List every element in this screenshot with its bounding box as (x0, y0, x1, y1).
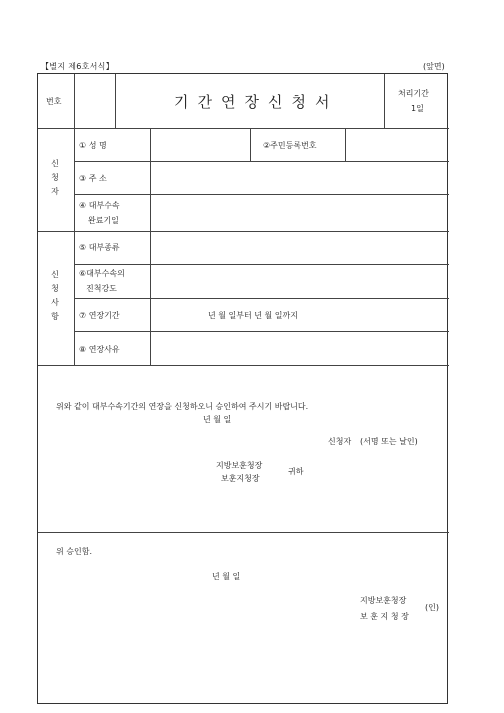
processing-period-label: 처리기간 (398, 89, 429, 98)
col-line (250, 128, 251, 161)
application-form (37, 73, 448, 704)
completion-date-label-2: 완료기일 (88, 216, 119, 225)
col-line (115, 74, 116, 128)
row-line (38, 231, 449, 232)
request-section-label: 신 청 사 항 (51, 270, 59, 321)
name-label: ① 성 명 (79, 141, 107, 150)
row-line (74, 331, 449, 332)
applicant-sign-label: 신청자 (328, 437, 352, 446)
row-line (74, 161, 449, 162)
sign-note: (서명 또는 날인) (360, 437, 418, 446)
processing-period-value: 1일 (411, 104, 424, 113)
branch-office-label: 보훈지청장 (221, 474, 260, 483)
loan-type-label: ⑤ 대부종류 (79, 243, 120, 252)
row-line (74, 298, 449, 299)
regional-office-label: 지방보훈청장 (216, 461, 263, 470)
statement-date: 년 월 일 (203, 415, 232, 424)
form-title: 기간연장신청서 (174, 93, 339, 111)
col-line (74, 74, 75, 365)
progress-label-2: 진척강도 (86, 284, 117, 293)
address-label: ③ 주 소 (79, 174, 107, 183)
row-line (74, 264, 449, 265)
resident-id-label: ②주민등록번호 (263, 141, 317, 150)
addressee-label: 귀하 (288, 467, 304, 476)
period-label: ⑦ 연장기간 (79, 311, 120, 320)
applicant-section-label: 신 청 자 (51, 159, 59, 196)
form-number: 【별지 제6호서식】 (41, 62, 114, 71)
approval-branch-office: 보 훈 지 청 장 (360, 612, 409, 621)
approval-date: 년 월 일 (212, 572, 241, 581)
row-line (38, 128, 449, 129)
row-line (74, 194, 449, 195)
reason-label: ⑧ 연장사유 (79, 345, 120, 354)
col-line (384, 74, 385, 128)
row-line (38, 365, 449, 366)
completion-date-label-1: ④ 대부수속 (79, 201, 120, 210)
page-side-label: (앞면) (423, 62, 445, 71)
progress-label-1: ⑥대부수속의 (79, 269, 125, 278)
period-value: 년 월 일부터 년 월 일까지 (208, 311, 298, 320)
col-line (345, 128, 346, 161)
row-line (38, 532, 449, 533)
number-label: 번호 (46, 97, 62, 106)
col-line (150, 128, 151, 365)
seal-mark: (인) (425, 603, 439, 612)
statement-text: 위와 같이 대부수속기간의 연장을 신청하오니 승인하여 주시기 바랍니다. (56, 402, 309, 411)
approval-regional-office: 지방보훈청장 (360, 596, 407, 605)
approval-text: 위 승인함. (56, 547, 92, 556)
